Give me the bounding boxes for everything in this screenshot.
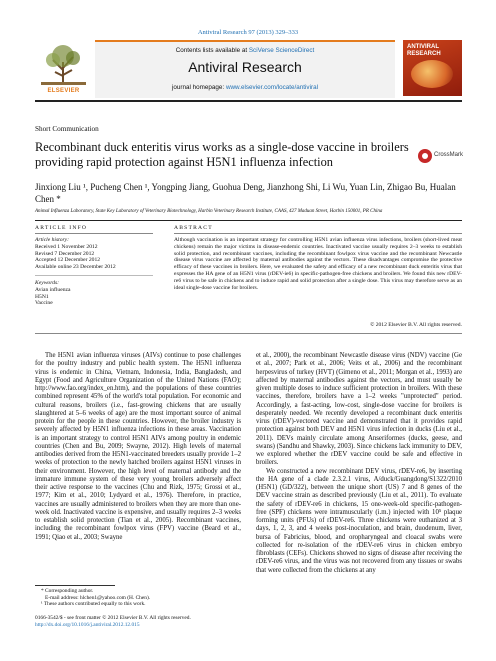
keyword-item: H5N1 bbox=[35, 293, 49, 300]
crossmark-icon bbox=[418, 149, 432, 163]
body-paragraph-left: The H5N1 avian influenza viruses (AIVs) continue to pose challenges for the poultry industry and public health system. The H5N1 influenza virus is endemic in China, Vietnam, Indonesia, India, Bangladesh, and Egypt (Food and Agriculture Organization of the United Nations (FAO); http://www.fao.org/index_en.htm), and the populations of these countries combined represent 45% of the world's total population. For economic and cultural reasons, broilers (i.e., fast-growing chickens that are usually slaughtered at 5–6 weeks of age) are the most important source of animal protein for the people in these countries. However, the broiler industry is severely affected by H5N1 influenza infections in these areas. Vaccination is an important strategy to control H5N1 AIVs among poultry in endemic countries (Chen and Bu, 2009; Swayne, 2012). High levels of maternal antibodies derived from the H5N1-vaccinated breeders usually provide 1–2 weeks of protection to the newly hatched broilers against H5N1 viruses in their environment. However, the high level of maternal antibody and the immature immune system of these very young broilers adversely affect their active response to the vaccines (Chu and Rizk, 1975; Grossi et al., 1977; Kim et al., 2010; Lydyard et al., 1976). Therefore, in practice, vaccines are usually administered to broilers when they are more than one-week old. Inactivated vaccine is expensive, and usually requires 2–3 weeks to establish solid protection (Tian et al., 2005). Recombinant vaccines, including the recombinant fowlpox virus (FPV) vaccine (Beard et al., 1991; Qiao et al., 2003; Swayne bbox=[35, 352, 241, 541]
cover-art bbox=[411, 60, 453, 88]
header-divider bbox=[35, 100, 462, 102]
doi-link[interactable]: http://dx.doi.org/10.1016/j.antiviral.2012.12.015 bbox=[35, 622, 140, 628]
article-type: Short Communication bbox=[35, 125, 99, 133]
contents-prefix: Contents lists available at bbox=[175, 47, 248, 54]
keywords bbox=[35, 280, 153, 307]
contents-line bbox=[95, 47, 395, 54]
issn-line: 0166-3542/$ - see front matter © 2012 Elsevier B.V. All rights reserved. bbox=[35, 615, 191, 621]
cover-title: ANTIVIRAL RESEARCH bbox=[407, 44, 441, 57]
affiliation-divider bbox=[35, 220, 462, 221]
keyword-item: Avian influenza bbox=[35, 286, 71, 293]
keywords-rule bbox=[35, 275, 153, 276]
history-label: Article history: bbox=[35, 237, 70, 243]
crossmark-label: CrossMark bbox=[434, 152, 464, 158]
affiliation: Animal Influenza Laboratory, State Key Laboratory of Veterinary Biotechnology, Harbin Veterinary Research Institute, CAAS, 427 Maduan Street, Harbin 150001, PR China bbox=[35, 209, 383, 214]
footnote-rule bbox=[35, 585, 115, 586]
body-paragraph: et al., 2000), the recombinant Newcastle disease virus (NDV) vaccine (Ge et al., 2007; Park et al., 2006; Veits et al., 2006) and the recombinant herpesvirus of turkey (HVT) (Gimeno et al., 2011; Morgan et al., 1993) are affected by maternal antibodies against the vectors, and must usually be given multiple doses to induce sufficient protection in broilers. With these vaccines, therefore, broilers have a 1–2 weeks "unprotected" period. Accordingly, a fast-acting, low-cost, single-dose vaccine for broilers is desperately needed. We recently developed a recombinant duck enteritis virus (rDEV)-vectored vaccine and demonstrated that it provides rapid protection against both DEV and H5N1 virus infection in ducks (Liu et al., 2011). DEVs mainly circulate among Anseriformes (ducks, geese, and swans) (Sandhu and Shawky, 2003). Since chickens lack immunity to DEV, we explored whether the rDEV vaccine could be safe and effective in broilers. bbox=[256, 352, 462, 467]
corresponding-author-note: * Corresponding author. bbox=[41, 588, 94, 594]
keywords-label: Keywords: bbox=[35, 280, 60, 286]
homepage-prefix: journal homepage: bbox=[172, 84, 225, 91]
journal-banner bbox=[95, 40, 395, 98]
history-received: Received 1 November 2012 bbox=[35, 243, 98, 250]
author-list: Jinxiong Liu ¹, Pucheng Chen ¹, Yongping Jiang, Guohua Deng, Jianzhong Shi, Li Wu, Yuan Lin, Zhigao Bu, Hualan Chen * bbox=[35, 182, 456, 204]
sciencedirect-link[interactable]: SciVerse ScienceDirect bbox=[248, 47, 315, 54]
abstract-rule bbox=[174, 233, 462, 234]
homepage-link[interactable]: www.elsevier.com/locate/antiviral bbox=[225, 84, 318, 91]
history-revised: Revised 7 December 2012 bbox=[35, 250, 95, 257]
abstract-bottom-rule bbox=[35, 333, 462, 334]
article-info-rule bbox=[35, 233, 153, 234]
history-accepted: Accepted 12 December 2012 bbox=[35, 257, 101, 264]
publisher-wordmark: ELSEVIER bbox=[47, 88, 80, 94]
body-paragraph: We constructed a new recombinant DEV virus, rDEV-re6, by inserting the HA gene of a clade 2.3.2.1 virus, A/duck/Guangdong/S1322/2010 (H5N1) (GD/322), between the unique short (US) 7 and 8 genes of the DEV vaccine strain as described previously (Liu et al., 2011). To evaluate the safety of rDEV-re6 in chickens, 15 one-week-old specific-pathogen-free (SPF) chickens were intramuscularly (i.m.) injected with 10⁵ plaque forming units (PFUs) of rDEV-re6. Three chickens were euthanized at 3 days, 1, 2, 3, and 4 weeks post-inoculation, and brain, duodenum, liver, bursa of Fabricius, blood, and oropharyngeal and cloacal swabs were collected for re-isolation of the rDEV-re6 virus in chicken embryo fibroblasts (CEFs). Chickens showed no signs of disease after receiving the rDEV-re6 virus, and the virus was not recovered from any tissues or swabs that were collected from the chickens at any bbox=[256, 467, 462, 574]
email-note[interactable]: E-mail address: hlchen1@yahoo.com (H. Chen). bbox=[45, 594, 151, 601]
journal-header bbox=[35, 40, 462, 98]
crossmark-badge[interactable] bbox=[418, 148, 462, 170]
keyword-item: Vaccine bbox=[35, 300, 53, 307]
article-history bbox=[35, 237, 153, 271]
journal-cover-image bbox=[403, 40, 462, 96]
footnotes bbox=[35, 588, 241, 608]
abstract-text: Although vaccination is an important strategy for controlling H5N1 avian influenza virus infections, broilers (short-lived meat chickens) remain the major victims in disease-endemic countries. Inactivated vaccine usually requires 2–3 weeks to establish solid protection, and recombinant vaccines, including the recombinant fowlpox virus vaccine and the recombinant Newcastle disease virus vaccine are affected by maternal antibodies against the vectors. These disadvantages compromise the protective efficacy of these vaccines in broilers. Here, we evaluated the safety and efficacy of a new recombinant duck enteritis virus that expresses the HA gene of an H5N1 virus (rDEV-ie6) in specific-pathogen-free chickens and broilers. We found this new rDEV-re6 virus to be safe in chickens and to induce rapid and solid protection after a single dose. This virus may therefore serve as an ideal single-dose vaccine for broilers. bbox=[174, 237, 462, 291]
article-title: Recombinant duck enteritis virus works as a single-dose vaccine in broilers providing rapid protection against H5N1 influenza infection bbox=[35, 140, 409, 169]
journal-homepage-line bbox=[95, 84, 395, 91]
article-info-heading: ARTICLE INFO bbox=[35, 225, 88, 231]
body-column-right bbox=[256, 352, 462, 575]
journal-reference[interactable]: Antiviral Research 97 (2013) 329–333 bbox=[197, 29, 299, 36]
history-online: Available online 23 December 2012 bbox=[35, 264, 116, 271]
journal-title: Antiviral Research bbox=[188, 59, 302, 75]
equal-contribution-note: ¹ These authors contributed equally to this work. bbox=[41, 601, 146, 608]
abstract-heading: ABSTRACT bbox=[174, 225, 213, 231]
abstract-copyright: © 2012 Elsevier B.V. All rights reserved. bbox=[370, 322, 462, 328]
